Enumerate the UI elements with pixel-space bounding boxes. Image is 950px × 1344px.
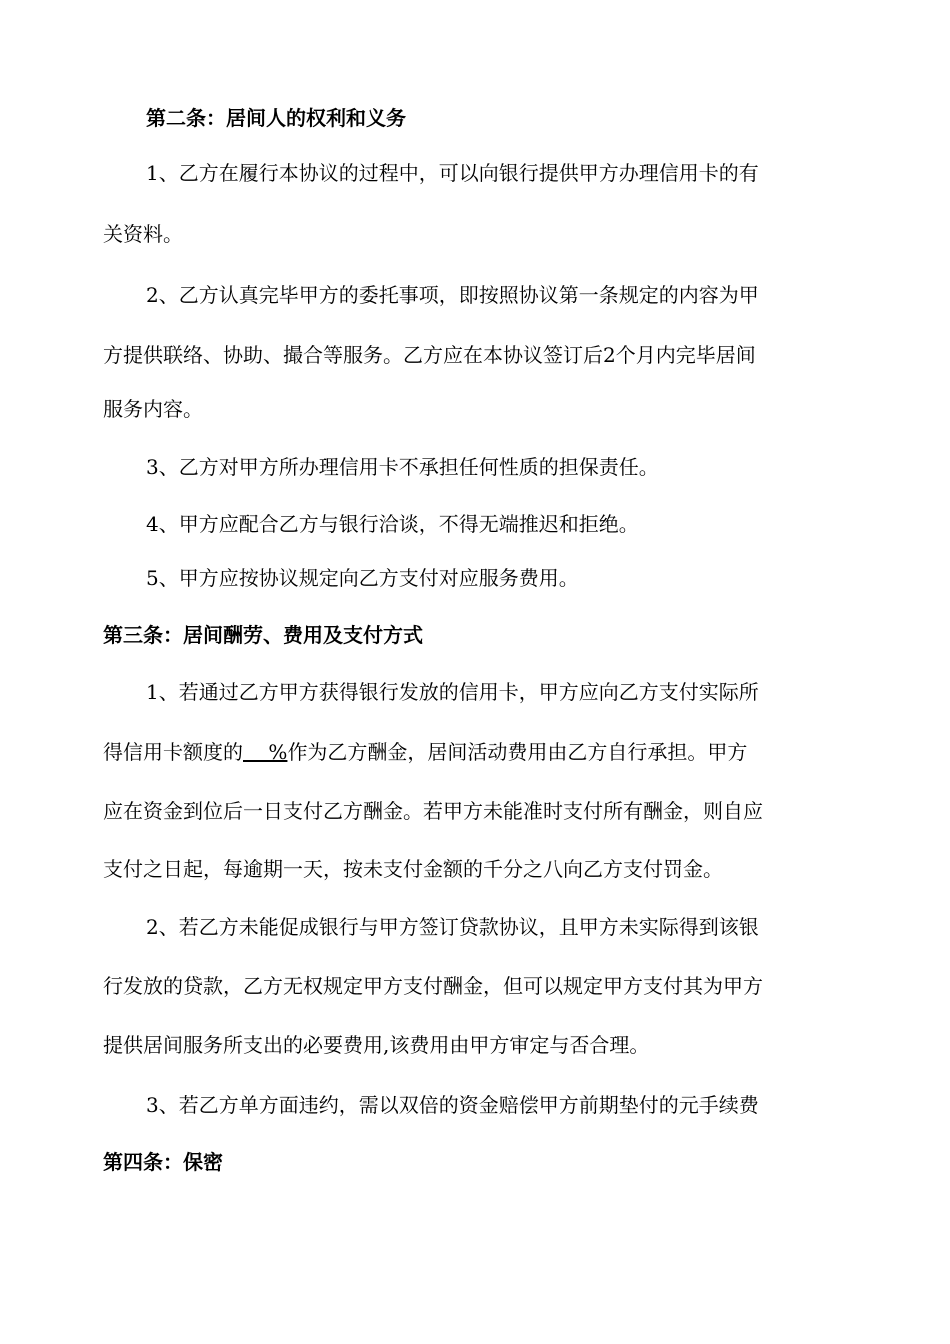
- s2-p1-line2: 关资料。: [103, 222, 183, 246]
- s2-p4: 4、甲方应配合乙方与银行洽谈，不得无端推迟和拒绝。: [146, 512, 639, 536]
- s3-p1-line3: 应在资金到位后一日支付乙方酬金。若甲方未能准时支付所有酬金，则自应: [103, 799, 763, 823]
- s2-p2-line2: 方提供联络、协助、撮合等服务。乙方应在本协议签订后2个月内完毕居间: [103, 343, 756, 367]
- s3-p3: 3、若乙方单方面违约，需以双倍的资金赔偿甲方前期垫付的元手续费: [146, 1093, 759, 1117]
- s2-p2-line3: 服务内容。: [103, 397, 203, 421]
- s3-p1-line4: 支付之日起，每逾期一天，按未支付金额的千分之八向乙方支付罚金。: [103, 857, 723, 881]
- s3-p1-line1: 1、若通过乙方甲方获得银行发放的信用卡，甲方应向乙方支付实际所: [146, 680, 759, 704]
- s3-p1-line2-part-a: 得信用卡额度的: [103, 740, 243, 764]
- section-3-heading: 第三条：居间酬劳、费用及支付方式: [103, 623, 423, 647]
- s3-p1-line2-part-b: 作为乙方酬金，居间活动费用由乙方自行承担。甲方: [287, 740, 748, 764]
- s3-p2-line3: 提供居间服务所支出的必要费用,该费用由甲方审定与否合理。: [103, 1033, 650, 1057]
- s3-p1-line2: [103, 740, 747, 764]
- section-2-heading: 第二条：居间人的权利和义务: [146, 106, 406, 130]
- s2-p3: 3、乙方对甲方所办理信用卡不承担任何性质的担保责任。: [146, 455, 659, 479]
- s2-p5: 5、甲方应按协议规定向乙方支付对应服务费用。: [146, 566, 579, 590]
- s3-p2-line2: 行发放的贷款，乙方无权规定甲方支付酬金，但可以规定甲方支付其为甲方: [103, 974, 763, 998]
- s2-p1-line1: 1、乙方在履行本协议的过程中，可以向银行提供甲方办理信用卡的有: [146, 161, 759, 185]
- fee-percent-blank: %: [243, 740, 288, 764]
- section-4-heading: 第四条：保密: [103, 1150, 223, 1174]
- s3-p2-line1: 2、若乙方未能促成银行与甲方签订贷款协议，且甲方未实际得到该银: [146, 915, 759, 939]
- s2-p2-line1: 2、乙方认真完毕甲方的委托事项，即按照协议第一条规定的内容为甲: [146, 283, 759, 307]
